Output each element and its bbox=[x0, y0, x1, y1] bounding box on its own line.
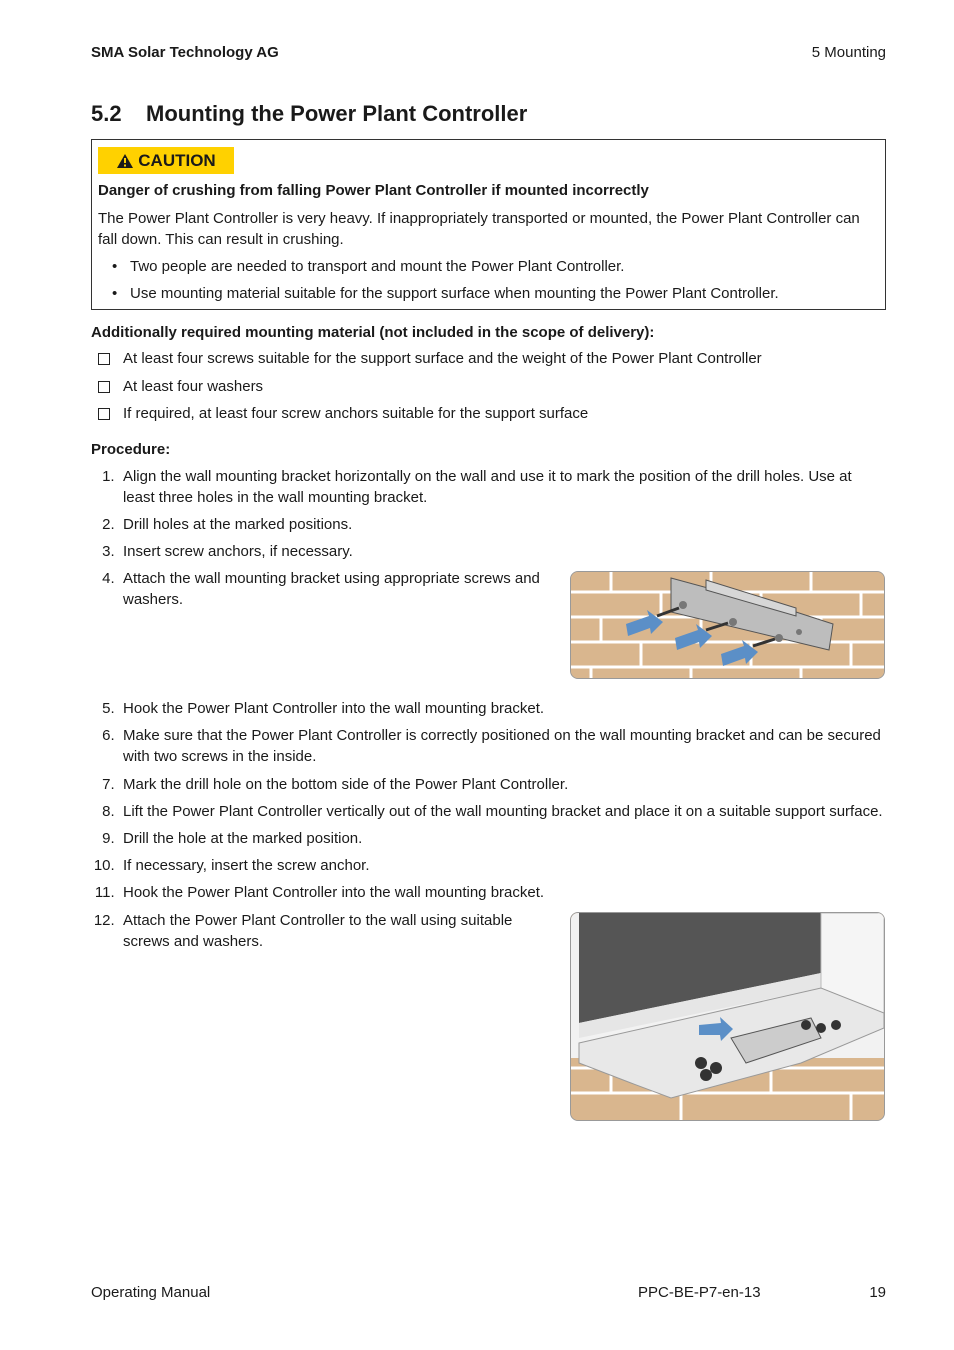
step-number: 10. bbox=[93, 857, 123, 874]
procedure-step bbox=[91, 828, 362, 849]
wall-bracket-illustration bbox=[571, 572, 884, 678]
procedure-step bbox=[91, 774, 568, 795]
footer-docid: PPC-BE-P7-en-13 bbox=[638, 1284, 761, 1301]
caution-title: Danger of crushing from falling Power Plant Controller if mounted incorrectly bbox=[98, 182, 649, 199]
controller-attach-illustration bbox=[571, 913, 884, 1120]
material-title: Additionally required mounting material (not included in the scope of delivery): bbox=[91, 324, 655, 341]
caution-bullet: • Use mounting material suitable for the support surface when mounting the Power Plant Controller. bbox=[112, 285, 779, 302]
material-item-text: At least four screws suitable for the support surface and the weight of the Power Plant Controller bbox=[123, 350, 762, 367]
caution-text: The Power Plant Controller is very heavy. If inappropriately transported or mounted, the Power Plant Controller can fall down. This can result in crushing. bbox=[98, 210, 860, 248]
checkbox-icon bbox=[98, 353, 110, 365]
procedure-step bbox=[91, 698, 544, 719]
step-number: 6. bbox=[102, 727, 123, 744]
footer-left: Operating Manual bbox=[91, 1284, 211, 1301]
procedure-step bbox=[91, 882, 544, 903]
header-section: 5 Mounting bbox=[811, 44, 886, 61]
caution-bullet: • Two people are needed to transport and mount the Power Plant Controller. bbox=[112, 258, 625, 275]
warning-icon bbox=[116, 153, 134, 169]
step-number: 11. bbox=[94, 884, 123, 901]
step-text: Make sure that the Power Plant Controller is correctly positioned on the wall mounting bracket and can be secured with two screws in the inside. bbox=[123, 727, 881, 765]
caution-badge bbox=[98, 147, 234, 174]
procedure-step bbox=[91, 910, 561, 952]
step-text: If necessary, insert the screw anchor. bbox=[123, 857, 370, 874]
figure-controller-attach bbox=[570, 912, 885, 1121]
caution-box bbox=[91, 139, 886, 310]
section-heading bbox=[91, 101, 527, 127]
step-number: 3. bbox=[102, 543, 123, 560]
step-number: 7. bbox=[102, 776, 123, 793]
section-title: Mounting the Power Plant Controller bbox=[146, 101, 528, 126]
step-text: Hook the Power Plant Controller into the wall mounting bracket. bbox=[123, 884, 545, 901]
caution-bullet-text: Use mounting material suitable for the support surface when mounting the Power Plant Controller. bbox=[130, 285, 779, 302]
procedure-step bbox=[91, 541, 353, 562]
material-item bbox=[98, 350, 762, 367]
step-text: Lift the Power Plant Controller vertically out of the wall mounting bracket and place it on a suitable support surface. bbox=[123, 803, 883, 820]
step-number: 2. bbox=[102, 516, 123, 533]
step-number: 5. bbox=[102, 700, 123, 717]
checkbox-icon bbox=[98, 381, 110, 393]
material-item bbox=[98, 378, 263, 395]
step-text: Mark the drill hole on the bottom side of the Power Plant Controller. bbox=[123, 776, 569, 793]
step-text: Drill holes at the marked positions. bbox=[123, 516, 353, 533]
step-text: Attach the wall mounting bracket using appropriate screws and washers. bbox=[123, 570, 540, 608]
procedure-step bbox=[91, 855, 370, 876]
step-number: 9. bbox=[102, 830, 123, 847]
step-number: 1. bbox=[102, 468, 123, 485]
procedure-step bbox=[91, 568, 551, 610]
step-text: Hook the Power Plant Controller into the wall mounting bracket. bbox=[123, 700, 545, 717]
material-item-text: At least four washers bbox=[123, 378, 264, 395]
step-number: 4. bbox=[102, 570, 123, 587]
step-number: 12. bbox=[93, 912, 123, 929]
procedure-step bbox=[91, 514, 352, 535]
caution-label: CAUTION bbox=[138, 150, 216, 170]
procedure-step bbox=[91, 725, 887, 767]
page-number: 19 bbox=[869, 1284, 886, 1301]
step-text: Insert screw anchors, if necessary. bbox=[123, 543, 353, 560]
step-text: Drill the hole at the marked position. bbox=[123, 830, 363, 847]
procedure-title: Procedure: bbox=[91, 441, 171, 458]
step-text: Attach the Power Plant Controller to the wall using suitable screws and washers. bbox=[123, 912, 513, 950]
checkbox-icon bbox=[98, 408, 110, 420]
procedure-step bbox=[91, 801, 883, 822]
caution-bullet-text: Two people are needed to transport and mount the Power Plant Controller. bbox=[130, 258, 625, 275]
section-number: 5.2 bbox=[91, 101, 122, 126]
step-text: Align the wall mounting bracket horizontally on the wall and use it to mark the position of the drill holes. Use at least three holes in the wall mounting bracket. bbox=[122, 468, 852, 506]
material-item bbox=[98, 405, 588, 422]
material-item-text: If required, at least four screw anchors suitable for the support surface bbox=[123, 405, 589, 422]
procedure-step bbox=[91, 466, 886, 508]
figure-wall-bracket bbox=[570, 571, 885, 679]
header-company: SMA Solar Technology AG bbox=[91, 44, 279, 61]
step-number: 8. bbox=[102, 803, 123, 820]
